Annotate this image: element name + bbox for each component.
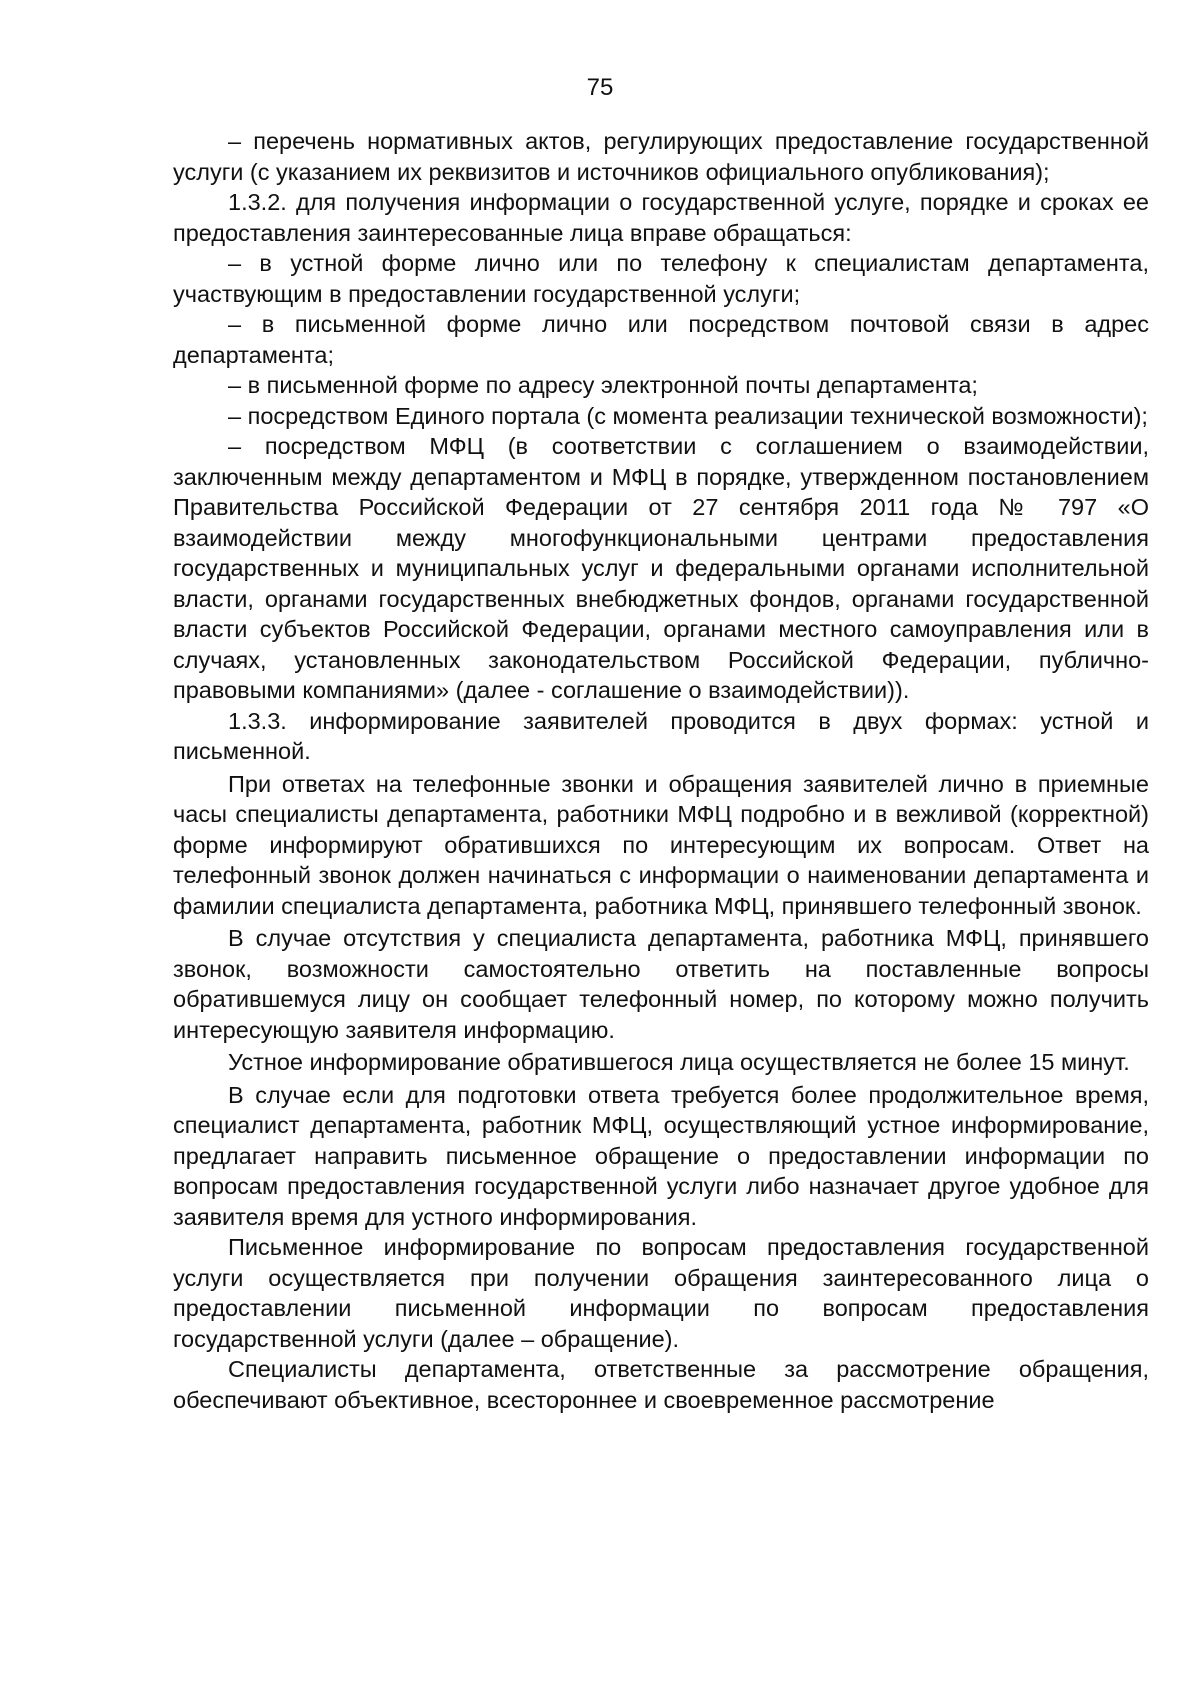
page-number: 75 [586,74,614,101]
paragraph-1-3-2: 1.3.2. для получения информации о государственной услуге, порядке и сроках ее предоставления заинтересованные лица вправе обращаться: [173,189,1149,246]
paragraph-list-item-email: – в письменной форме по адресу электронной почты департамента; [228,372,978,398]
paragraph-oral-duration: Устное информирование обратившегося лица осуществляется не более 15 минут. [228,1049,1130,1075]
paragraph-no-possibility: В случае отсутствия у специалиста департамента, работника МФЦ, принявшего звонок, возможности самостоятельно ответить на поставленные вопросы обратившемуся лицу он сообщает телефонный номер, по которому можно получить интересующую заявителя информацию. [173,925,1149,1043]
paragraph-written-info: Письменное информирование по вопросам предоставления государственной услуги осуществляется при получении обращения заинтересованного лица о предоставлении письменной информации по вопросам предоставления государственной услуги (далее – обращение). [173,1234,1149,1352]
paragraph-specialists: Специалисты департамента, ответственные за рассмотрение обращения, обеспечивают объективное, всестороннее и своевременное рассмотрение [173,1356,1149,1413]
paragraph-1-3-3: 1.3.3. информирование заявителей проводится в двух формах: устной и письменной. [173,707,1149,764]
paragraph-list-item-oral: – в устной форме лично или по телефону к специалистам департамента, участвующим в предоставлении государственной услуги; [173,250,1149,307]
paragraph-longer-time: В случае если для подготовки ответа требуется более продолжительное время, специалист департамента, работник МФЦ, осуществляющий устное информирование, предлагает направить письменное обращение о предоставлении информации по вопросам предоставления государственной услуги либо назначает другое удобное для заявителя время для устного информирования. [173,1081,1149,1230]
paragraph-list-item-mfc: – посредством МФЦ (в соответствии с соглашением о взаимодействии, заключенным между департаментом и МФЦ в порядке, утвержденном постановлением Правительства Российской Федерации от 27 сентября 2011 года № 797 «О взаимодействии между многофункциональными центрами предоставления государственных и муниципальных услуг и федеральными органами исполнительной власти, органами государственных внебюджетных фондов, органами государственной власти субъектов Российской Федерации, органами местного самоуправления или в случаях, установленных законодательством Российской Федерации, публично-правовыми компаниями» (далее - соглашение о взаимодействии)). [173,433,1149,703]
paragraph-list-item-written-post: – в письменной форме лично или посредством почтовой связи в адрес департамента; [173,311,1149,368]
paragraph-list-item-portal: – посредством Единого портала (с момента реализации технической возможности); [228,402,1148,429]
paragraph-list-item-regulations: – перечень нормативных актов, регулирующих предоставление государственной услуги (с указанием их реквизитов и источников официального опубликования); [173,128,1149,185]
document-body [173,126,1149,1415]
paragraph-phone-answers: При ответах на телефонные звонки и обращения заявителей лично в приемные часы специалисты департамента, работники МФЦ подробно и в вежливой (корректной) форме информируют обратившихся по интересующим их вопросам. Ответ на телефонный звонок должен начинаться с информации о наименовании департамента и фамилии специалиста департамента, работника МФЦ, принявшего телефонный звонок. [173,770,1149,919]
